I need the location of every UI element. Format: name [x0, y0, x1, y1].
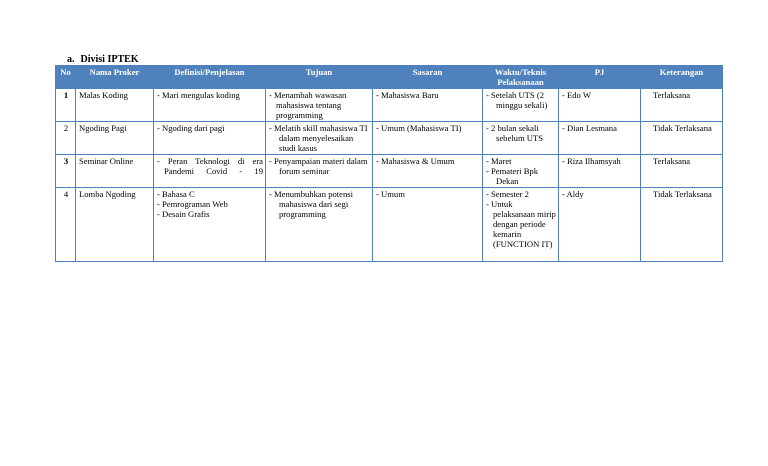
table-row	[56, 122, 723, 155]
table-header-row	[56, 66, 723, 89]
cell-nama: Seminar Online	[76, 155, 154, 188]
waktu-item: - Semester 2	[486, 189, 529, 199]
definisi-item: - Bahasa C	[157, 189, 195, 199]
header-nama-proker: Nama Proker	[76, 66, 154, 89]
cell-waktu	[483, 89, 559, 122]
cell-pj: - Edo W	[559, 89, 641, 122]
cell-nama: Lomba Ngoding	[76, 188, 154, 262]
cell-no: 1	[56, 89, 76, 122]
cell-waktu	[483, 188, 559, 262]
table-row	[56, 89, 723, 122]
waktu-item: - Setelah UTS (2 minggu sekali)	[486, 90, 548, 110]
sasaran-item: - Mahasiswa Baru	[376, 90, 439, 100]
cell-definisi	[154, 155, 266, 188]
cell-tujuan	[266, 89, 373, 122]
sasaran-item: - Mahasiswa & Umum	[376, 156, 455, 166]
cell-sasaran	[373, 155, 483, 188]
cell-tujuan	[266, 188, 373, 262]
cell-keterangan: Tidak Terlaksana	[641, 122, 723, 155]
section-heading	[67, 54, 139, 65]
program-table	[55, 65, 723, 262]
header-sasaran: Sasaran	[373, 66, 483, 89]
cell-nama: Ngoding Pagi	[76, 122, 154, 155]
tujuan-item: - Menambah wawasan mahasiswa tentang programming	[269, 90, 347, 120]
definisi-item: - Ngoding dari pagi	[157, 123, 225, 133]
cell-waktu	[483, 122, 559, 155]
header-tujuan: Tujuan	[266, 66, 373, 89]
waktu-item: - Untuk pelaksanaan mirip dengan periode kemarin (FUNCTION IT)	[486, 199, 556, 249]
cell-keterangan: Terlaksana	[641, 89, 723, 122]
cell-no: 4	[56, 188, 76, 262]
definisi-item: - Peran Teknologi di era Pandemi Covid - 19	[157, 156, 263, 176]
cell-no: 2	[56, 122, 76, 155]
tujuan-item: - Melatih skill mahasiswa TI dalam menyelesaikan studi kasus	[269, 123, 368, 153]
cell-definisi	[154, 188, 266, 262]
cell-waktu	[483, 155, 559, 188]
cell-definisi	[154, 89, 266, 122]
header-keterangan: Keterangan	[641, 66, 723, 89]
section-number: a.	[67, 54, 75, 65]
waktu-item: - Maret	[486, 156, 512, 166]
tujuan-item: - Menumbuhkan potensi mahasiswa dari segi programming	[269, 189, 354, 219]
section-title: Divisi IPTEK	[80, 54, 139, 65]
cell-tujuan	[266, 122, 373, 155]
waktu-item: - Pemateri Bpk Dekan	[486, 166, 539, 186]
header-pj: PJ	[559, 66, 641, 89]
table-row	[56, 155, 723, 188]
definisi-item: - Pemrograman Web	[157, 199, 228, 209]
cell-pj: - Aldy	[559, 188, 641, 262]
cell-sasaran	[373, 122, 483, 155]
cell-no: 3	[56, 155, 76, 188]
definisi-item: - Desain Grafis	[157, 209, 210, 219]
cell-keterangan: Tidak Terlaksana	[641, 188, 723, 262]
sasaran-item: - Umum	[376, 189, 405, 199]
tujuan-item: - Penyampaian materi dalam forum seminar	[269, 156, 368, 176]
table-row	[56, 188, 723, 262]
definisi-item: - Mari mengulas koding	[157, 90, 240, 100]
cell-pj: - Dian Lesmana	[559, 122, 641, 155]
header-waktu: Waktu/Teknis Pelaksanaan	[483, 66, 559, 89]
cell-sasaran	[373, 188, 483, 262]
cell-tujuan	[266, 155, 373, 188]
cell-keterangan: Terlaksana	[641, 155, 723, 188]
cell-sasaran	[373, 89, 483, 122]
cell-pj: - Riza Ilhamsyah	[559, 155, 641, 188]
header-no: No	[56, 66, 76, 89]
header-definisi: Definisi/Penjelasan	[154, 66, 266, 89]
waktu-item: - 2 bulan sekali sebelum UTS	[486, 123, 544, 143]
cell-nama: Malas Koding	[76, 89, 154, 122]
sasaran-item: - Umum (Mahasiswa TI)	[376, 123, 462, 133]
cell-definisi	[154, 122, 266, 155]
